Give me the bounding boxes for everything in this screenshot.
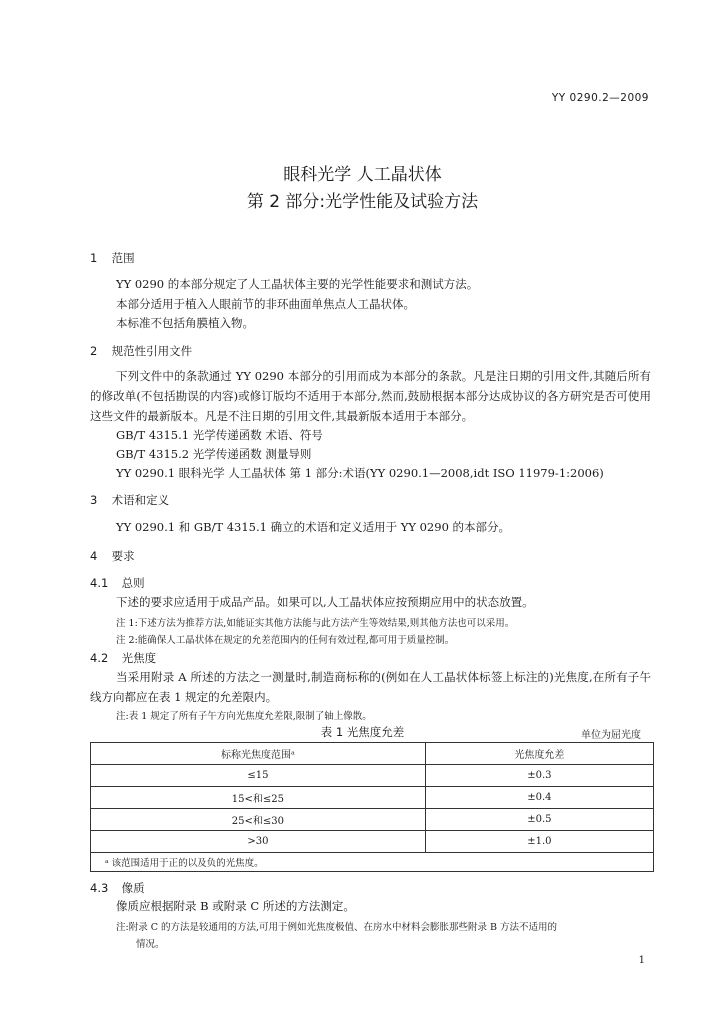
section-number: 3 <box>90 493 98 507</box>
section-title: 像质 <box>121 881 145 895</box>
table-cell: ±1.0 <box>425 831 653 853</box>
section-1-para-2: 本部分适用于植入人眼前节的非环曲面单焦点人工晶状体。 <box>116 297 415 311</box>
document-title-line2: 第 2 部分:光学性能及试验方法 <box>246 192 479 212</box>
section-title: 范围 <box>111 251 135 265</box>
reference-1: GB/T 4315.1 光学传递函数 术语、符号 <box>116 428 323 442</box>
table-footnote-row <box>91 853 654 872</box>
reference-3: YY 0290.1 眼科光学 人工晶状体 第 1 部分:术语(YY 0290.1—2008,idt ISO 11979-1:2006) <box>116 466 604 480</box>
section-number: 4.1 <box>90 576 109 590</box>
section-number: 4.3 <box>90 881 109 895</box>
table-header-row <box>91 743 654 765</box>
table-cell: >30 <box>91 831 426 853</box>
section-title: 规范性引用文件 <box>111 344 193 358</box>
section-number: 2 <box>90 344 98 358</box>
section-title: 要求 <box>111 549 135 563</box>
section-4-2-text: 当采用附录 A 所述的方法之一测量时,制造商标称的(例如在人工晶状体标签上标注的)光焦度,在所有子午线方向都应在表 1 规定的允差限内。 <box>90 670 651 704</box>
column-header: 光焦度允差 <box>425 743 653 765</box>
section-4-2-note: 注:表 1 规定了所有子午方向光焦度允差限,限制了轴上像散。 <box>116 711 372 722</box>
section-4-1-heading <box>90 575 145 591</box>
section-2-heading <box>90 343 192 359</box>
section-number: 4.2 <box>90 651 109 665</box>
table-footnote: ᵃ 该范围适用于正的以及负的光焦度。 <box>91 853 654 872</box>
section-title: 总则 <box>121 576 145 590</box>
table-cell: 25<和≤30 <box>91 809 426 831</box>
section-4-1-text: 下述的要求应适用于成品产品。如果可以,人工晶状体应按预期应用中的状态放置。 <box>116 595 534 609</box>
table-cell: ±0.4 <box>425 787 653 809</box>
section-4-2-heading <box>90 650 156 666</box>
section-3-text: YY 0290.1 和 GB/T 4315.1 确立的术语和定义适用于 YY 0290 的本部分。 <box>116 520 511 534</box>
column-header: 标称光焦度范围ᵃ <box>91 743 426 765</box>
table-1-caption: 表 1 光焦度允差 <box>320 725 405 739</box>
section-number: 4 <box>90 549 98 563</box>
section-3-heading <box>90 492 169 508</box>
document-title-line1: 眼科光学 人工晶状体 <box>283 165 442 185</box>
section-1-para-1: YY 0290 的本部分规定了人工晶状体主要的光学性能要求和测试方法。 <box>116 277 479 291</box>
table-row <box>91 765 654 787</box>
section-4-1-note-1: 注 1:下述方法为推荐方法,如能证实其他方法能与此方法产生等效结果,则其他方法也可以采用。 <box>116 618 515 629</box>
table-cell: ±0.5 <box>425 809 653 831</box>
table-row <box>91 831 654 853</box>
section-1-para-3: 本标准不包括角膜植入物。 <box>116 316 254 330</box>
section-4-3-note-line-1: 注:附录 C 的方法是较通用的方法,可用于例如光焦度极值、在房水中材料会膨胀那些附录 B 方法不适用的 <box>116 922 558 933</box>
section-2-intro: 下列文件中的条款通过 YY 0290 本部分的引用而成为本部分的条款。凡是注日期的引用文件,其随后所有的修改单(不包括勘误的内容)或修订版均不适用于本部分,然而,鼓励根据本部分达成协议的各方研究是否可使用这些文件的最新版本。凡是不注日期的引用文件,其最新版本适用于本部分。 <box>90 369 651 423</box>
section-4-1-note-2: 注 2:能确保人工晶状体在规定的允差范围内的任何有效过程,都可用于质量控制。 <box>116 635 455 646</box>
table-row <box>91 787 654 809</box>
section-number: 1 <box>90 251 98 265</box>
table-cell: ±0.3 <box>425 765 653 787</box>
section-4-3-note-line-2: 情况。 <box>136 939 165 950</box>
tolerance-table <box>90 742 654 872</box>
table-cell: 15<和≤25 <box>91 787 426 809</box>
table-row <box>91 809 654 831</box>
section-4-heading <box>90 548 135 564</box>
table-cell: ≤15 <box>91 765 426 787</box>
section-title: 术语和定义 <box>111 493 170 507</box>
page-number: 1 <box>638 955 645 966</box>
section-4-3-heading <box>90 880 145 896</box>
section-1-heading <box>90 250 135 266</box>
standard-code: YY 0290.2—2009 <box>551 92 649 104</box>
section-4-3-text: 像质应根据附录 B 或附录 C 所述的方法测定。 <box>116 899 355 913</box>
section-title: 光焦度 <box>121 651 157 665</box>
table-1-unit: 单位为屈光度 <box>581 730 641 741</box>
reference-2: GB/T 4315.2 光学传递函数 测量导则 <box>116 447 312 461</box>
